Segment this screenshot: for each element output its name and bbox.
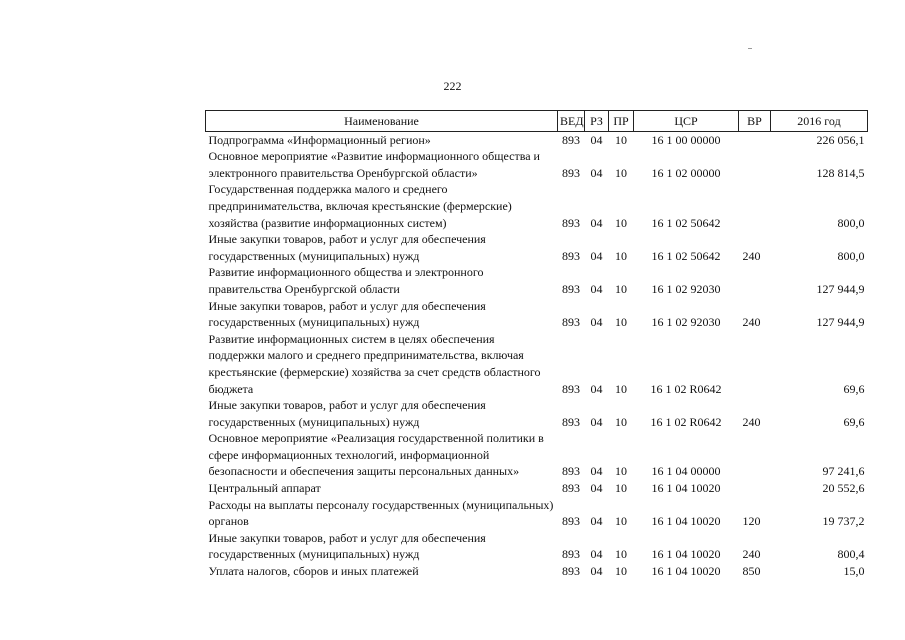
- table-row: [206, 563, 868, 580]
- cell-name: Развитие информационного общества и электронного правительства Оренбургской области: [208, 265, 484, 296]
- cell-name: Иные закупки товаров, работ и услуг для обеспечения государственных (муниципальных) нужд: [208, 398, 486, 429]
- cell-sum: 19 737,2: [822, 514, 865, 529]
- table-row: [206, 148, 868, 181]
- cell-rz: 04: [590, 165, 603, 180]
- cell-csr: 16 1 02 92030: [651, 315, 721, 330]
- cell-ved: 893: [562, 165, 580, 180]
- header-ved: ВЕД: [558, 111, 585, 132]
- cell-vr: [739, 430, 771, 480]
- cell-name: Иные закупки товаров, работ и услуг для обеспечения государственных (муниципальных) нужд: [208, 530, 486, 562]
- cell-rz: 04: [590, 248, 603, 263]
- cell-ved: 893: [562, 414, 580, 429]
- cell-rz: 04: [590, 514, 603, 529]
- cell-sum: 127 944,9: [816, 315, 865, 330]
- cell-vr: [739, 331, 771, 397]
- cell-csr: 16 1 02 00000: [651, 165, 721, 180]
- cell-pr: 10: [615, 215, 627, 230]
- cell-sum: 20 552,6: [822, 481, 865, 496]
- table-row: [206, 298, 868, 331]
- table-header-row: [206, 111, 868, 132]
- table-row: [206, 397, 868, 430]
- cell-sum: 800,0: [837, 215, 865, 230]
- cell-pr: 10: [615, 381, 627, 396]
- cell-vr: [739, 148, 771, 181]
- cell-ved: 893: [562, 315, 580, 330]
- cell-pr: 10: [615, 414, 627, 429]
- cell-rz: 04: [590, 547, 603, 562]
- cell-pr: 10: [615, 464, 627, 479]
- cell-rz: 04: [590, 215, 603, 230]
- cell-rz: 04: [590, 464, 603, 479]
- table-row: [206, 331, 868, 397]
- cell-name: Развитие информационных систем в целях обеспечения поддержки малого и среднего предпринимательства, включая крестьянские (фермерские) хозяйства за счет средств областного бюджета: [208, 331, 541, 396]
- cell-csr: 16 1 04 10020: [651, 547, 721, 562]
- cell-rz: 04: [590, 414, 603, 429]
- cell-ved: 893: [562, 215, 580, 230]
- table-row: [206, 181, 868, 231]
- cell-pr: 10: [615, 132, 627, 147]
- table-body: [206, 131, 868, 580]
- cell-vr: 240: [742, 547, 761, 562]
- cell-name: Основное мероприятие «Реализация государственной политики в сфере информационных технологий, информационной безопасности и обеспечения защиты персональных данных»: [208, 431, 544, 479]
- cell-pr: 10: [615, 281, 627, 296]
- cell-vr: 240: [742, 248, 761, 263]
- cell-name: Центральный аппарат: [208, 481, 321, 496]
- cell-sum: 226 056,1: [816, 132, 865, 147]
- budget-table: [205, 110, 868, 580]
- cell-name: Уплата налогов, сборов и иных платежей: [208, 564, 419, 579]
- table-row: [206, 430, 868, 480]
- cell-sum: 127 944,9: [816, 281, 865, 296]
- cell-rz: 04: [590, 281, 603, 296]
- header-rz: РЗ: [585, 111, 609, 132]
- cell-ved: 893: [562, 514, 580, 529]
- cell-name: Иные закупки товаров, работ и услуг для обеспечения государственных (муниципальных) нужд: [208, 298, 486, 330]
- header-year: 2016 год: [771, 111, 868, 132]
- page-number: 222: [443, 79, 462, 93]
- cell-rz: 04: [590, 381, 603, 396]
- table-row: [206, 131, 868, 148]
- cell-ved: 893: [562, 381, 580, 396]
- cell-csr: 16 1 02 50642: [651, 215, 721, 230]
- cell-ved: 893: [562, 281, 580, 296]
- cell-ved: 893: [562, 547, 580, 562]
- cell-vr: [739, 480, 771, 497]
- cell-rz: 04: [590, 564, 603, 579]
- cell-ved: 893: [562, 481, 580, 496]
- header-pr: ПР: [609, 111, 634, 132]
- table-row: [206, 480, 868, 497]
- cell-csr: 16 1 02 R0642: [650, 381, 722, 396]
- cell-csr: 16 1 00 00000: [651, 132, 721, 147]
- cell-pr: 10: [615, 315, 627, 330]
- cell-ved: 893: [562, 132, 580, 147]
- cell-pr: 10: [615, 547, 627, 562]
- table-row: [206, 264, 868, 297]
- table-row: [206, 530, 868, 563]
- cell-ved: 893: [562, 248, 580, 263]
- cell-sum: 128 814,5: [816, 165, 865, 180]
- cell-sum: 800,4: [837, 547, 865, 562]
- cell-vr: 850: [742, 564, 761, 579]
- cell-csr: 16 1 04 10020: [651, 514, 721, 529]
- cell-ved: 893: [562, 564, 580, 579]
- scan-artifact: [748, 48, 752, 49]
- cell-sum: 800,0: [837, 248, 865, 263]
- cell-csr: 16 1 04 10020: [651, 564, 721, 579]
- header-csr: ЦСР: [634, 111, 739, 132]
- cell-name: Государственная поддержка малого и среднего предпринимательства, включая крестьянские (фермерские) хозяйства (развитие информационных систем): [208, 182, 512, 230]
- cell-vr: 240: [742, 414, 761, 429]
- table-row: [206, 497, 868, 530]
- cell-vr: 120: [742, 514, 761, 529]
- table-row: [206, 231, 868, 264]
- cell-pr: 10: [615, 514, 627, 529]
- cell-sum: 69,6: [843, 414, 865, 429]
- cell-sum: 15,0: [843, 564, 865, 579]
- cell-name: Иные закупки товаров, работ и услуг для обеспечения государственных (муниципальных) нужд: [208, 232, 486, 263]
- cell-vr: [739, 264, 771, 297]
- cell-csr: 16 1 04 10020: [651, 481, 721, 496]
- cell-ved: 893: [562, 464, 580, 479]
- cell-name: Подпрограмма «Информационный регион»: [208, 132, 431, 147]
- cell-rz: 04: [590, 132, 603, 147]
- cell-rz: 04: [590, 315, 603, 330]
- cell-vr: 240: [742, 315, 761, 330]
- cell-pr: 10: [615, 481, 627, 496]
- cell-csr: 16 1 02 50642: [651, 248, 721, 263]
- cell-csr: 16 1 02 R0642: [650, 414, 722, 429]
- cell-name: Расходы на выплаты персоналу государственных (муниципальных) органов: [208, 497, 554, 529]
- cell-rz: 04: [590, 481, 603, 496]
- cell-pr: 10: [615, 165, 627, 180]
- cell-sum: 97 241,6: [822, 464, 865, 479]
- header-name: Наименование: [206, 111, 558, 132]
- cell-csr: 16 1 02 92030: [651, 281, 721, 296]
- cell-csr: 16 1 04 00000: [651, 464, 721, 479]
- cell-name: Основное мероприятие «Развитие информационного общества и электронного правительства Оренбургской области»: [208, 149, 540, 180]
- cell-vr: [739, 131, 771, 148]
- header-vr: ВР: [739, 111, 771, 132]
- cell-pr: 10: [615, 564, 627, 579]
- cell-pr: 10: [615, 248, 627, 263]
- cell-vr: [739, 181, 771, 231]
- cell-sum: 69,6: [843, 381, 865, 396]
